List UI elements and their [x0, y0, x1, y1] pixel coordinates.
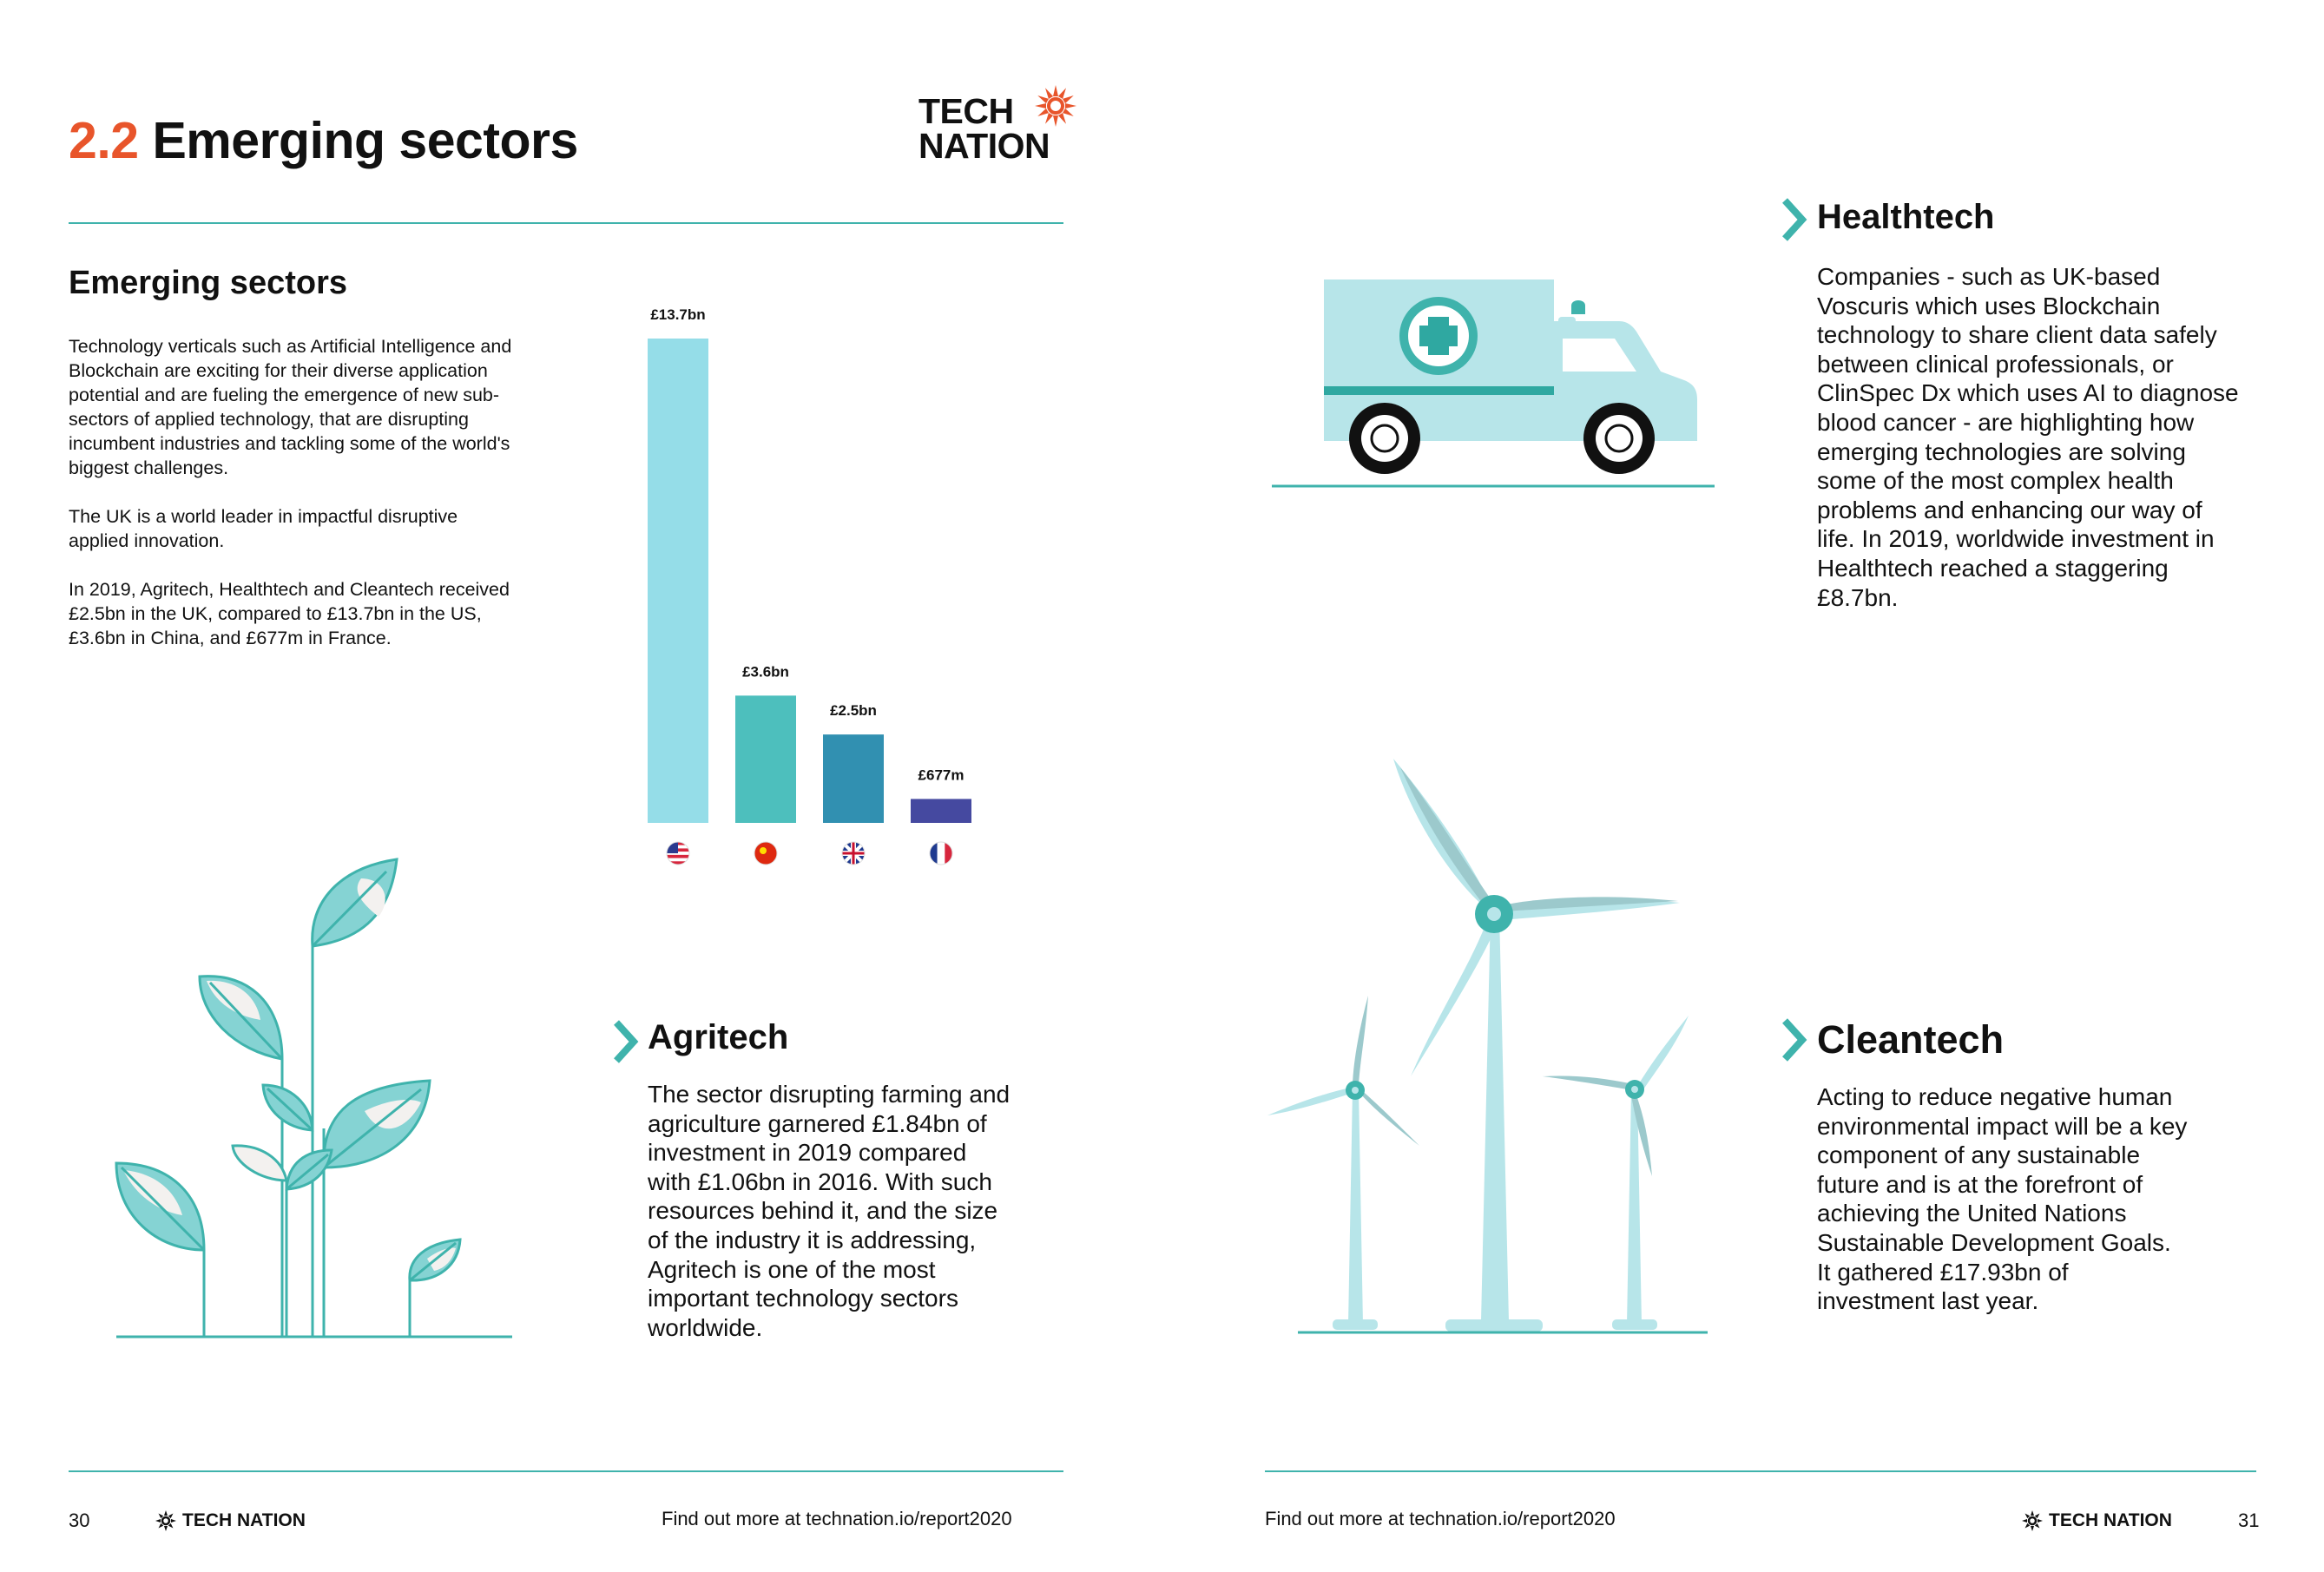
china-flag-icon [754, 842, 777, 865]
intro-body [69, 334, 520, 674]
sunburst-icon [1033, 83, 1078, 128]
left-footer-divider [69, 1470, 1063, 1472]
agritech-heading: Agritech [648, 1018, 789, 1056]
right-page-number: 31 [2238, 1510, 2260, 1531]
bar-value-label: £13.7bn [650, 306, 706, 323]
tech-nation-logo [918, 90, 1075, 168]
right-footer-brand: TECH NATION [2049, 1510, 2172, 1530]
right-footer-link[interactable]: Find out more at technation.io/report2020 [1265, 1508, 1616, 1529]
left-footer-link[interactable]: Find out more at technation.io/report2020 [662, 1508, 1012, 1529]
section-number: 2.2 [69, 112, 139, 169]
us-flag-icon [667, 842, 689, 865]
bar-value-label: £677m [918, 766, 964, 784]
bar-uk [823, 734, 884, 823]
bar-china [735, 695, 796, 823]
plant-illustration [104, 851, 521, 1345]
page-title [69, 111, 578, 170]
uk-flag-icon [842, 842, 865, 865]
logo-line2: NATION [918, 126, 1050, 166]
agritech-text: The sector disrupting farming and agriculture garnered £1.84bn of investment in 2019 compared with £1.06bn in 2016. With such resources behind it, and the size of the industry it is addressing, Agritech is one of the most important technology sectors worldwide. [648, 1081, 1011, 1341]
investment-bar-chart [625, 295, 990, 885]
header-divider [69, 222, 1063, 224]
bar-us [648, 339, 708, 823]
france-flag-icon [930, 842, 952, 865]
sunburst-icon [2021, 1510, 2044, 1532]
section-title: Emerging sectors [152, 112, 578, 169]
bar-value-label: £3.6bn [742, 663, 789, 681]
right-footer-divider [1265, 1470, 2256, 1472]
cleantech-text: Acting to reduce negative human environmental impact will be a key component of any sustainable future and is at the forefront of achieving the United Nations Sustainable Development Goals. It gathered £17.93bn of investment last year. [1817, 1083, 2188, 1315]
chevron-right-icon [613, 1020, 639, 1063]
intro-paragraph-1: Technology verticals such as Artificial Intelligence and Blockchain are exciting for their diverse application potential and are fueling the emergence of new sub-sectors of applied technology, that are disrupting incumbent industries and tackling some of the world's biggest challenges. [69, 336, 512, 478]
wind-turbines-illustration [1263, 755, 1723, 1345]
chevron-right-icon [1781, 1018, 1807, 1062]
bar-france [911, 799, 971, 823]
intro-paragraph-2: The UK is a world leader in impactful disruptive applied innovation. [69, 506, 458, 551]
left-page-number: 30 [69, 1510, 90, 1531]
healthtech-heading: Healthtech [1817, 198, 1995, 236]
left-footer-brand: TECH NATION [182, 1510, 306, 1530]
ambulance-illustration [1272, 260, 1723, 495]
intro-paragraph-3: In 2019, Agritech, Healthtech and Cleantech received £2.5bn in the UK, compared to £13.7bn in the US, £3.6bn in China, and £677m in France. [69, 579, 510, 648]
intro-heading: Emerging sectors [69, 265, 347, 301]
cleantech-heading: Cleantech [1817, 1017, 2005, 1062]
logo-line1: TECH [918, 91, 1014, 131]
chevron-right-icon [1781, 198, 1807, 241]
healthtech-text: Companies - such as UK-based Voscuris which uses Blockchain technology to share client data safely between clinical professionals, or ClinSpec Dx which uses AI to diagnose blood cancer - are highlighting how emerging technologies are solving some of the most complex health problems and enhancing our way of life. In 2019, worldwide investment in Healthtech reached a staggering £8.7bn. [1817, 263, 2239, 611]
sunburst-icon [155, 1510, 177, 1532]
bar-value-label: £2.5bn [830, 702, 877, 720]
